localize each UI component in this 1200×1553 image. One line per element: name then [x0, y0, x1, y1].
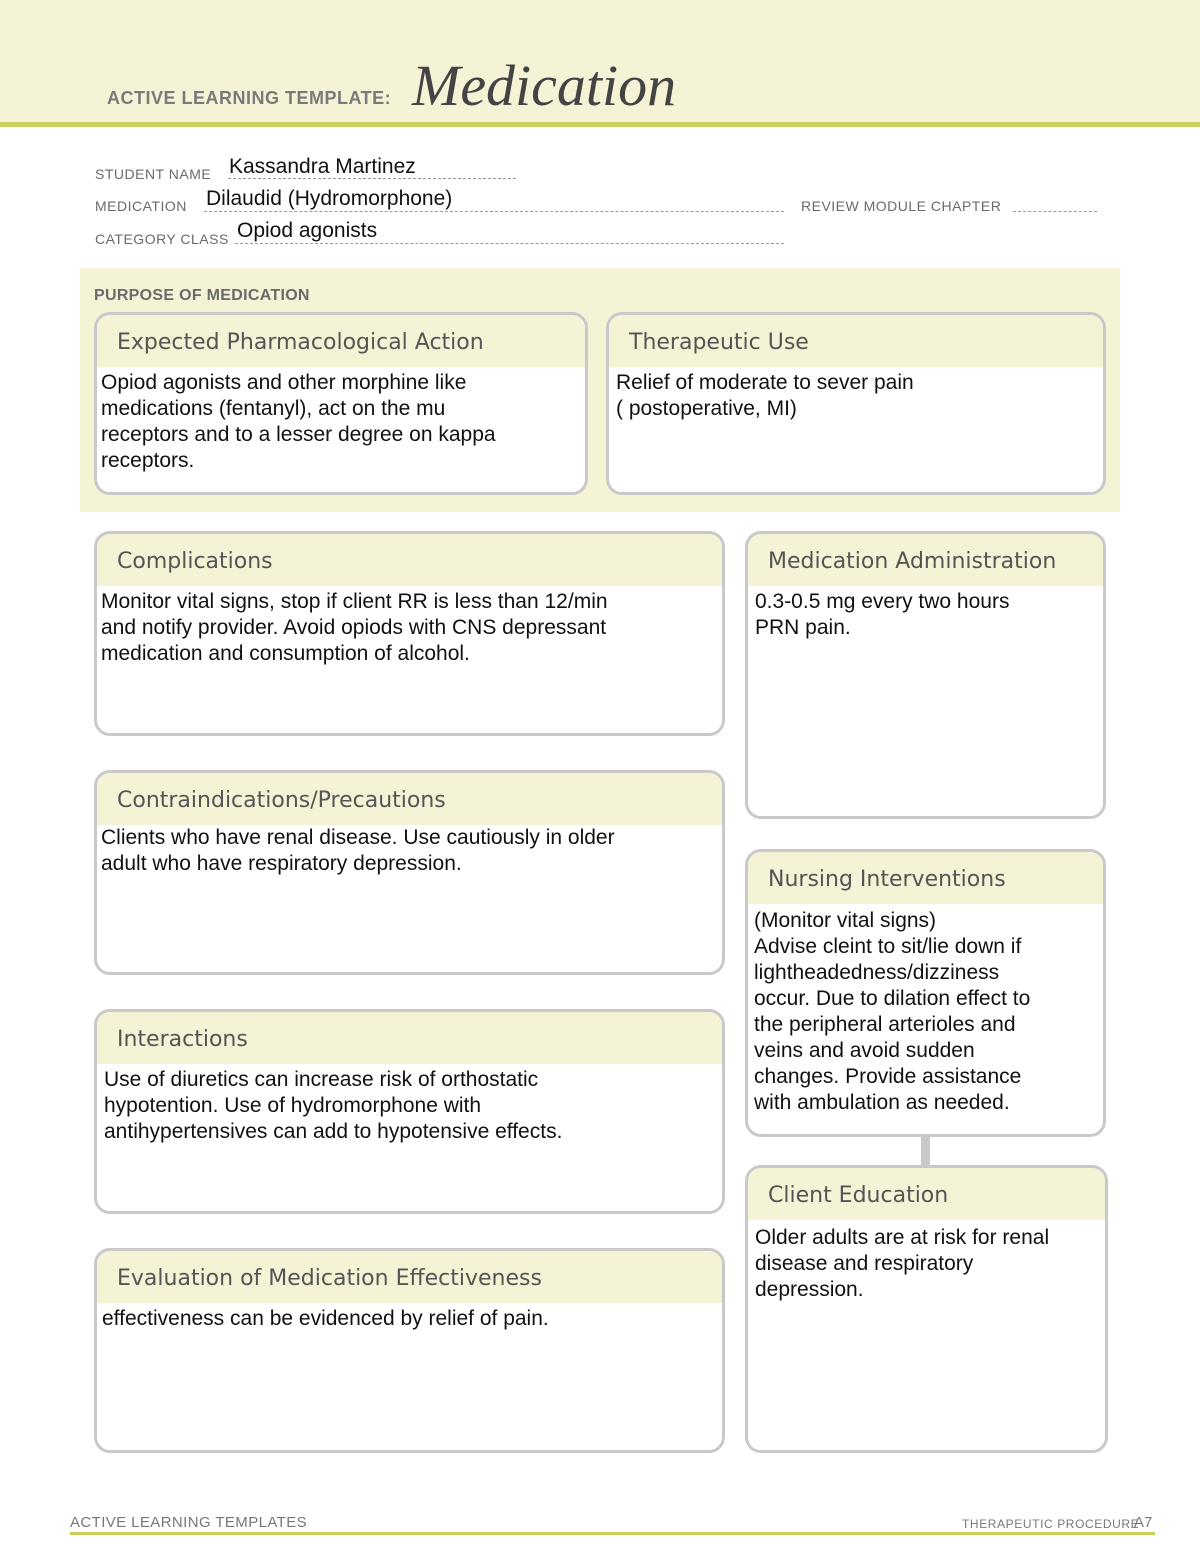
footer-left: ACTIVE LEARNING TEMPLATES [70, 1514, 307, 1531]
purpose-label: PURPOSE OF MEDICATION [94, 287, 310, 304]
text-line: the peripheral arterioles and [754, 1013, 1016, 1036]
text-line: (Monitor vital signs) [754, 909, 937, 932]
text-line: Monitor vital signs, stop if client RR is less than 12/min [101, 590, 608, 613]
student-name-label: STUDENT NAME [95, 166, 212, 182]
medication-field[interactable]: Dilaudid (Hydromorphone) [206, 187, 453, 210]
category-class-line [235, 243, 784, 244]
text-line: depression. [755, 1278, 864, 1301]
client-education-box [745, 1165, 1108, 1453]
template-label: ACTIVE LEARNING TEMPLATE: [107, 88, 392, 108]
text-line: Clients who have renal disease. Use cautiously in older [101, 826, 615, 849]
header-rule [0, 122, 1200, 127]
text-line: veins and avoid sudden [754, 1039, 975, 1062]
interactions-box [94, 1009, 725, 1214]
text-line: medications (fentanyl), act on the mu [101, 397, 446, 420]
text-line: effectiveness can be evidenced by relief of pain. [102, 1307, 549, 1330]
interactions-title: Interactions [97, 1012, 722, 1064]
text-line: Opiod agonists and other morphine like [101, 371, 467, 394]
expected-action-text[interactable] [97, 367, 585, 474]
text-line: medication and consumption of alcohol. [101, 642, 470, 665]
contraindications-title: Contraindications/Precautions [97, 773, 722, 825]
evaluation-title: Evaluation of Medication Effectiveness [97, 1251, 722, 1303]
footer-rule [70, 1532, 1155, 1535]
nursing-interventions-text[interactable] [748, 904, 1103, 1116]
text-line: Advise cleint to sit/lie down if [754, 935, 1022, 958]
medication-label: MEDICATION [95, 198, 187, 214]
category-class-label: CATEGORY CLASS [95, 231, 229, 247]
client-education-title: Client Education [748, 1168, 1105, 1220]
text-line: hypotention. Use of hydromorphone with [104, 1094, 482, 1117]
therapeutic-use-text[interactable] [609, 367, 1103, 422]
text-line: Relief of moderate to sever pain [616, 371, 914, 394]
nursing-interventions-box [745, 849, 1106, 1137]
text-line: PRN pain. [755, 616, 851, 639]
complications-text[interactable] [97, 586, 722, 667]
expected-action-title: Expected Pharmacological Action [97, 315, 585, 367]
text-line: disease and respiratory [755, 1252, 974, 1275]
evaluation-text[interactable] [97, 1303, 722, 1332]
complications-title: Complications [97, 534, 722, 586]
contraindications-text[interactable] [97, 825, 722, 877]
box-connector [921, 1135, 930, 1167]
text-line: 0.3-0.5 mg every two hours [755, 590, 1010, 613]
text-line: adult who have respiratory depression. [101, 852, 462, 875]
text-line: receptors. [101, 449, 195, 472]
student-name-field[interactable]: Kassandra Martinez [229, 155, 416, 178]
administration-box [745, 531, 1106, 819]
text-line: ( postoperative, MI) [616, 397, 797, 420]
page-title: Medication [412, 53, 677, 118]
review-module-line [1013, 211, 1097, 212]
evaluation-box [94, 1248, 725, 1453]
text-line: changes. Provide assistance [754, 1065, 1022, 1088]
page-number: A7 [1134, 1514, 1153, 1531]
medication-line [204, 211, 784, 212]
expected-action-box [94, 312, 588, 495]
text-line: and notify provider. Avoid opiods with CNS depressant [101, 616, 607, 639]
text-line: Use of diuretics can increase risk of orthostatic [104, 1068, 539, 1091]
contraindications-box [94, 770, 725, 975]
complications-box [94, 531, 725, 736]
text-line: lightheadedness/dizziness [754, 961, 1000, 984]
footer-right: THERAPEUTIC PROCEDURE [962, 1517, 1140, 1531]
administration-text[interactable] [748, 586, 1103, 641]
category-class-field[interactable]: Opiod agonists [237, 219, 378, 242]
administration-title: Medication Administration [748, 534, 1103, 586]
therapeutic-use-box [606, 312, 1106, 495]
review-module-label: REVIEW MODULE CHAPTER [801, 198, 1002, 214]
text-line: occur. Due to dilation effect to [754, 987, 1031, 1010]
nursing-interventions-title: Nursing Interventions [748, 852, 1103, 904]
text-line: with ambulation as needed. [754, 1091, 1010, 1114]
client-education-text[interactable] [748, 1220, 1105, 1303]
text-line: antihypertensives can add to hypotensive effects. [104, 1120, 563, 1143]
text-line: receptors and to a lesser degree on kappa [101, 423, 496, 446]
therapeutic-use-title: Therapeutic Use [609, 315, 1103, 367]
interactions-text[interactable] [97, 1064, 722, 1145]
text-line: Older adults are at risk for renal [755, 1226, 1050, 1249]
